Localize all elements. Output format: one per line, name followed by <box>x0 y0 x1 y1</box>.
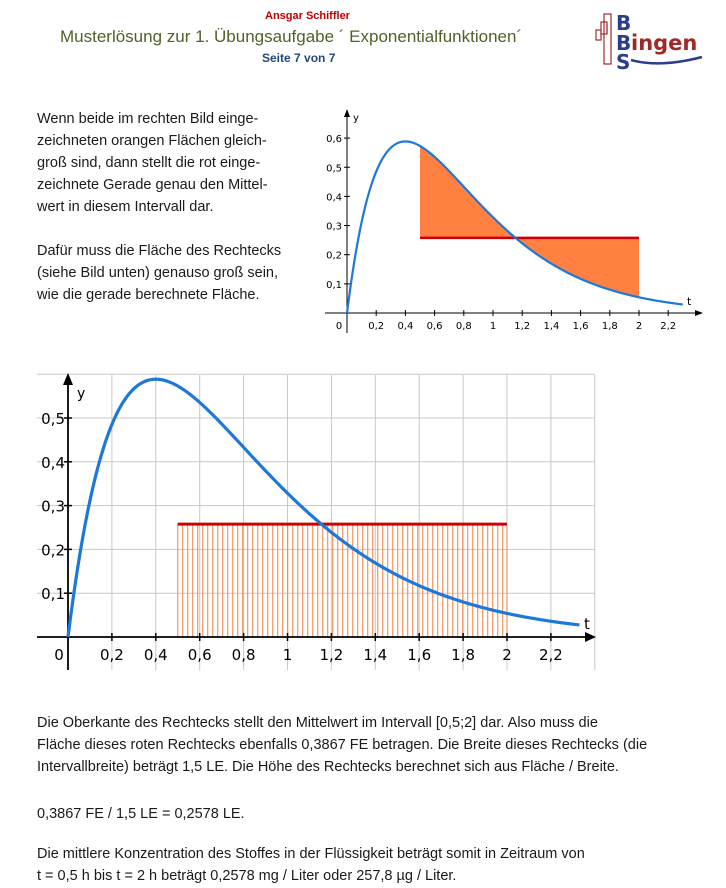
x-tick-label: 0 <box>54 646 64 664</box>
x-tick-label: 2,2 <box>660 321 677 332</box>
x-tick-label: 1,2 <box>514 321 531 332</box>
logo-swoosh <box>631 57 702 63</box>
x-tick-label: 1 <box>282 646 293 664</box>
y-tick-label: 0,1 <box>326 279 342 291</box>
y-tick-label: 0,6 <box>326 134 342 146</box>
y-tick-label: 0,4 <box>41 453 65 472</box>
y-tick-label: 0,3 <box>41 497 65 516</box>
intro-line: zeichnete Gerade genau den Mittel- <box>37 177 268 193</box>
logo-letter-b2: B <box>616 31 632 55</box>
logo-letter-b1: B <box>616 11 632 35</box>
y-tick-label: 0,5 <box>41 410 65 428</box>
y-axis-label: y <box>353 113 359 124</box>
y-tick-label: 0,1 <box>41 585 65 604</box>
x-tick-label: 1,6 <box>572 321 589 332</box>
x-tick-label: 0,8 <box>231 646 256 664</box>
intro-line: Wenn beide im rechten Bild einge- <box>37 111 259 127</box>
x-tick-label: 2 <box>635 321 643 332</box>
orange-area <box>420 146 639 297</box>
author-name: Ansgar Schiffler <box>265 10 350 22</box>
x-tick-label: 2,2 <box>538 646 563 664</box>
text-line: Fläche dieses roten Rechtecks ebenfalls 0,3867 FE betragen. Die Breite dieses Rechtecks (die <box>37 737 648 753</box>
intro-line: wert in diesem Intervall dar. <box>37 199 214 215</box>
y-axis-label: y <box>77 386 86 402</box>
text-line: Intervallbreite) beträgt 1,5 LE. Die Höhe des Rechtecks berechnet sich aus Fläche / Breite. <box>37 759 619 775</box>
x-axis-label: t <box>584 615 590 633</box>
y-tick-label: 0,2 <box>41 541 65 560</box>
x-tick-label: 1,8 <box>451 646 476 664</box>
y-axis-arrow-icon <box>63 373 73 385</box>
x-tick-label: 1,4 <box>543 321 560 332</box>
intro-line: zeichneten orangen Flächen gleich- <box>37 133 267 149</box>
x-tick-label: 0,6 <box>187 646 212 664</box>
x-tick-label: 0,4 <box>143 646 168 664</box>
big-chart <box>0 360 726 690</box>
intro-line: (siehe Bild unten) genauso groß sein, <box>37 265 279 281</box>
explanation-paragraph-1 <box>37 712 717 778</box>
intro-paragraph-1 <box>37 108 307 218</box>
y-tick-label: 0,3 <box>326 221 342 233</box>
logo-word-ingen: ingen <box>631 31 698 55</box>
intro-paragraph-2 <box>37 240 307 306</box>
intro-line: Dafür muss die Fläche des Rechtecks <box>37 243 282 259</box>
intro-line: groß sind, dann stellt die rot einge- <box>37 155 261 171</box>
x-tick-label: 1 <box>489 321 497 332</box>
y-axis-arrow-icon <box>344 109 350 117</box>
small-chart <box>315 105 705 345</box>
x-axis-arrow-icon <box>695 310 703 316</box>
y-tick-label: 0,4 <box>326 192 342 204</box>
intro-line: wie die gerade berechnete Fläche. <box>37 287 260 303</box>
page-number: Seite 7 von 7 <box>262 51 336 65</box>
building-icon <box>596 14 611 64</box>
y-tick-label: 0,2 <box>326 250 342 262</box>
x-tick-label: 1,4 <box>363 646 388 664</box>
conclusion-paragraph <box>37 843 717 887</box>
x-tick-label: 0,2 <box>368 321 385 332</box>
text-line: Die Oberkante des Rechtecks stellt den Mittelwert im Intervall [0,5;2] dar. Also muss die <box>37 715 598 731</box>
document-title: Musterlösung zur 1. Übungsaufgabe ´ Exponentialfunktionen´ <box>60 27 523 46</box>
x-tick-label: 2 <box>502 646 512 664</box>
x-axis-label: t <box>687 295 692 308</box>
x-tick-label: 0,2 <box>99 646 124 664</box>
logo-letter-s: S <box>616 50 631 70</box>
x-tick-label: 0,4 <box>397 321 414 332</box>
x-tick-label: 1,2 <box>319 646 344 664</box>
x-tick-label: 0,8 <box>455 321 472 332</box>
x-tick-label: 0,6 <box>426 321 443 332</box>
bbs-bingen-logo <box>590 10 710 70</box>
text-line: Die mittlere Konzentration des Stoffes in der Flüssigkeit beträgt somit in Zeitraum von <box>37 846 585 862</box>
x-tick-label: 0 <box>335 321 343 332</box>
x-tick-label: 1,8 <box>601 321 618 332</box>
x-tick-label: 1,6 <box>407 646 432 664</box>
text-line: 0,3867 FE / 1,5 LE = 0,2578 LE. <box>37 806 245 822</box>
intro-text <box>37 108 307 328</box>
text-line: t = 0,5 h bis t = 2 h beträgt 0,2578 mg / Liter oder 257,8 µg / Liter. <box>37 868 457 884</box>
y-tick-label: 0,5 <box>326 163 342 175</box>
calculation-line <box>37 803 717 825</box>
